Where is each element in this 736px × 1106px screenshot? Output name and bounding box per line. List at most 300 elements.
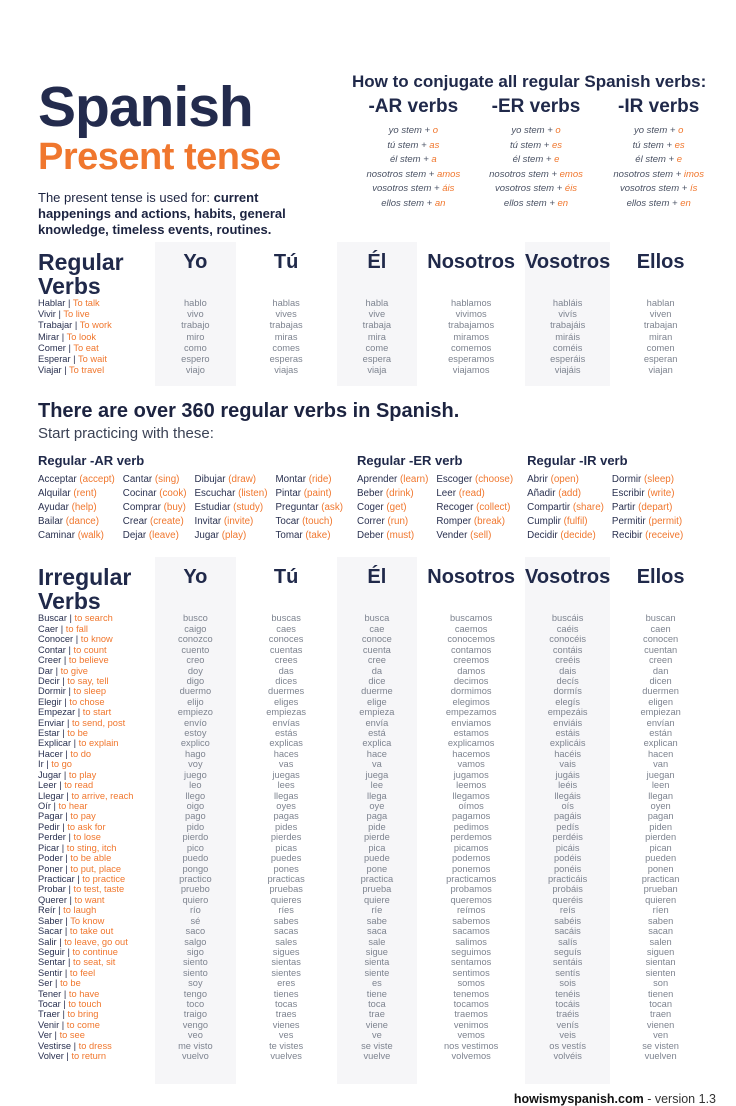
conjugation-cell: sabe bbox=[366, 915, 387, 926]
verb-meaning: To travel bbox=[69, 365, 105, 376]
verb-name: Sentir bbox=[38, 967, 63, 978]
rule-ending: es bbox=[674, 139, 685, 151]
verb-label bbox=[38, 864, 150, 874]
verb-name: Explicar bbox=[38, 738, 72, 749]
verb-meaning: (fulfil) bbox=[563, 516, 588, 528]
conjugation-cell: hablas bbox=[272, 298, 300, 308]
verb-meaning: (invite) bbox=[223, 516, 254, 528]
verb-meaning: (buy) bbox=[163, 502, 186, 514]
verb-meaning: (listen) bbox=[238, 488, 268, 500]
intro-normal: The present tense is used for: bbox=[38, 190, 214, 205]
conjugation-cell: hablo bbox=[184, 298, 207, 308]
conjugation-cell: pueden bbox=[645, 853, 677, 864]
conjugation-cell: ponéis bbox=[553, 863, 582, 874]
conjugation-cell: eligen bbox=[648, 696, 674, 707]
verb-meaning: (accept) bbox=[79, 474, 115, 486]
conjugation-cell: oyen bbox=[650, 801, 671, 812]
conjugation-cell: conocéis bbox=[549, 634, 586, 645]
conjugation-cell: conozco bbox=[178, 634, 213, 645]
verb-meaning: To wait bbox=[77, 354, 107, 365]
conjugation-cell: queremos bbox=[450, 894, 492, 905]
practice-group-title: Regular -ER verb bbox=[357, 453, 463, 469]
verb-name: Hacer bbox=[38, 748, 63, 759]
conjugation-cell: ve bbox=[371, 1030, 382, 1041]
verb-label bbox=[38, 832, 150, 842]
verb-label bbox=[38, 853, 150, 863]
verb-name: Acceptar bbox=[38, 474, 80, 486]
separator: | bbox=[71, 738, 79, 749]
separator: | bbox=[59, 331, 67, 342]
conjugation-cell: empezamos bbox=[445, 707, 497, 718]
column-header-nosotros: Nosotros bbox=[427, 566, 516, 589]
verb-name: Escoger bbox=[436, 474, 476, 486]
verb-name: Saber bbox=[38, 915, 63, 926]
verb-name: Practicar bbox=[38, 873, 75, 884]
conjugation-cell: río bbox=[189, 905, 201, 916]
practice-columns bbox=[357, 473, 513, 543]
separator: | bbox=[65, 832, 74, 843]
conjugation-cell: contáis bbox=[552, 644, 583, 655]
conjugation-rule bbox=[597, 153, 720, 168]
conjugation-cell: ríes bbox=[278, 905, 294, 916]
conjugation-cell: dormís bbox=[553, 686, 582, 697]
conjugation-cell: siguen bbox=[646, 946, 675, 957]
conjugation-cell: picamos bbox=[453, 842, 489, 853]
conjugation-cell: empieza bbox=[359, 707, 395, 718]
verb-name: Cocinar bbox=[122, 488, 160, 500]
verb-name: Recoger bbox=[436, 502, 477, 514]
conjugation-cell: hacemos bbox=[452, 748, 491, 759]
practice-verb bbox=[123, 529, 187, 543]
verb-label bbox=[38, 916, 150, 926]
verb-meaning: to send, post bbox=[71, 717, 126, 728]
practice-verb bbox=[612, 515, 683, 529]
conjugation-cell: viajáis bbox=[554, 365, 581, 376]
conjugation-rule bbox=[352, 197, 475, 212]
conjugation-cell: cuenta bbox=[362, 644, 391, 655]
conjugation-cell: sabéis bbox=[554, 915, 582, 926]
practice-column bbox=[123, 473, 187, 543]
verb-name: Sacar bbox=[38, 926, 63, 937]
conjugation-cell: esperamos bbox=[448, 354, 495, 365]
rule-ending: éis bbox=[564, 183, 578, 194]
separator: | bbox=[43, 759, 52, 770]
verb-meaning: to go bbox=[51, 759, 72, 770]
conjugation-cell: tengo bbox=[183, 988, 207, 999]
conjugation-cell: te vistes bbox=[269, 1040, 304, 1051]
verb-label bbox=[38, 309, 150, 320]
verb-label bbox=[38, 801, 150, 811]
verb-meaning: (ride) bbox=[308, 474, 332, 486]
conjugation-cell: cae bbox=[369, 623, 385, 634]
verb-label bbox=[38, 749, 150, 759]
separator: | bbox=[64, 946, 73, 957]
poster-subtitle: Present tense bbox=[38, 136, 281, 178]
separator: | bbox=[71, 1040, 79, 1051]
separator: | bbox=[62, 748, 71, 759]
rule-ending: e bbox=[676, 154, 683, 165]
verb-name: Bailar bbox=[38, 516, 66, 528]
verb-meaning: (create) bbox=[150, 516, 184, 528]
conjugation-cell: saca bbox=[367, 926, 387, 937]
verb-meaning: to laugh bbox=[63, 905, 97, 916]
conjugation-cell: buscan bbox=[645, 613, 676, 624]
separator: | bbox=[58, 623, 66, 634]
verb-name: Tocar bbox=[38, 999, 61, 1010]
verb-meaning: to put, place bbox=[70, 863, 122, 874]
verb-name: Añadir bbox=[527, 488, 559, 500]
practice-verb bbox=[357, 473, 428, 487]
conjugation-cell: sé bbox=[190, 915, 201, 926]
column-yo bbox=[155, 557, 236, 1083]
conjugation-cell: ven bbox=[653, 1030, 669, 1041]
verb-name: Pintar bbox=[275, 488, 304, 500]
verb-meaning: to start bbox=[82, 707, 112, 718]
conjugation-cell: enviamos bbox=[451, 717, 492, 728]
verb-meaning: (decide) bbox=[560, 530, 596, 542]
conjugation-cell: pica bbox=[368, 842, 386, 853]
conjugation-cell: vienes bbox=[272, 1019, 300, 1030]
rule-stem: yo stem + bbox=[511, 125, 556, 136]
conjugation-cell: salimos bbox=[455, 936, 487, 947]
verb-name: Reír bbox=[38, 905, 56, 916]
conjugation-cell: saben bbox=[647, 915, 674, 926]
verb-meaning: (draw) bbox=[228, 474, 257, 486]
rule-ending: en bbox=[557, 197, 569, 209]
conjugation-cell: reís bbox=[559, 905, 576, 916]
verb-meaning: to take out bbox=[69, 926, 114, 937]
conjugation-cell: leen bbox=[651, 780, 670, 791]
verb-meaning: (depart) bbox=[638, 502, 673, 514]
conjugation-cell: pide bbox=[368, 821, 386, 832]
conjugation-rule bbox=[597, 124, 720, 139]
verb-meaning: to pay bbox=[70, 811, 96, 822]
verb-meaning: (take) bbox=[305, 530, 331, 542]
rule-stem: él stem + bbox=[389, 154, 432, 165]
conjugation-cell: vuelvo bbox=[181, 1051, 209, 1062]
rule-ending: en bbox=[680, 197, 691, 209]
practice-column bbox=[436, 473, 513, 543]
verb-meaning: To eat bbox=[73, 342, 99, 353]
verb-name: Probar bbox=[38, 884, 66, 895]
conjugation-cell: veo bbox=[187, 1030, 203, 1041]
conjugation-cell: oigo bbox=[186, 801, 205, 812]
conjugation-cell: damos bbox=[457, 665, 486, 676]
separator: | bbox=[59, 1009, 68, 1020]
rule-ending: ís bbox=[689, 183, 698, 194]
rule-ending: imos bbox=[683, 168, 704, 180]
practice-heading: There are over 360 regular verbs in Spanish. bbox=[38, 400, 460, 423]
conjugation-cell: tenemos bbox=[453, 988, 489, 999]
column-tu bbox=[246, 242, 327, 386]
conjugation-cell: miran bbox=[649, 331, 673, 342]
verb-meaning: to know bbox=[80, 634, 113, 645]
rule-stem: tú stem + bbox=[509, 139, 552, 151]
conjugation-cell: habláis bbox=[552, 298, 583, 308]
conjugation-cell: dice bbox=[368, 675, 386, 686]
verb-name: Creer bbox=[38, 655, 62, 666]
verb-label bbox=[38, 686, 150, 696]
conjugation-cell: busco bbox=[182, 613, 208, 624]
conjugation-cell: explicamos bbox=[447, 738, 495, 749]
conjugation-rule bbox=[597, 182, 720, 197]
conjugation-cell: envía bbox=[365, 717, 389, 728]
verb-name: Tener bbox=[38, 988, 62, 999]
conjugation-cell: practica bbox=[360, 873, 394, 884]
verb-meaning: to fall bbox=[65, 623, 88, 634]
conjugation-cell: empiezan bbox=[640, 707, 681, 718]
verb-label bbox=[38, 1030, 150, 1040]
verb-meaning: (run) bbox=[387, 516, 409, 528]
conjugation-cell: sentimos bbox=[452, 967, 490, 978]
conjugation-cell: viene bbox=[365, 1019, 388, 1030]
conjugation-cell: va bbox=[371, 759, 382, 770]
conjugation-cell: duermo bbox=[179, 686, 212, 697]
verb-name: Comprar bbox=[122, 502, 164, 514]
conjugation-cell: hago bbox=[185, 748, 206, 759]
conjugation-rule bbox=[597, 168, 720, 183]
conjugation-cell: oyes bbox=[276, 801, 296, 812]
verb-meaning: to say, tell bbox=[67, 675, 109, 686]
verb-label bbox=[38, 1041, 150, 1051]
conjugation-cell: salen bbox=[649, 936, 672, 947]
conjugation-cell: juegan bbox=[646, 769, 675, 780]
conjugation-cell: traemos bbox=[454, 1009, 488, 1020]
verb-name: Enviar bbox=[38, 717, 65, 728]
conjugation-cell: trae bbox=[368, 1009, 385, 1020]
verb-name: Dormir bbox=[38, 686, 66, 697]
verb-name: Partir bbox=[611, 502, 639, 514]
howto-heading: How to conjugate all regular Spanish verbs: bbox=[352, 72, 707, 91]
verb-name: Seguir bbox=[38, 946, 65, 957]
conjugation-cell: creen bbox=[648, 655, 673, 666]
verb-label bbox=[38, 968, 150, 978]
conjugation-cell: salgo bbox=[184, 936, 207, 947]
conjugation-cell: vuelven bbox=[644, 1051, 677, 1062]
practice-group-title: Regular -AR verb bbox=[38, 453, 145, 469]
conjugation-cell: sigues bbox=[272, 946, 300, 957]
conjugation-cell: vive bbox=[368, 309, 386, 320]
column-header-yo: Yo bbox=[183, 566, 208, 589]
website-name: howismyspanish.com bbox=[513, 1091, 644, 1106]
verb-name: Permitir bbox=[611, 516, 649, 528]
verb-name: Caminar bbox=[38, 530, 78, 542]
practice-verb bbox=[38, 473, 115, 487]
verb-label bbox=[38, 895, 150, 905]
verb-label bbox=[38, 1051, 150, 1061]
verb-meaning: to read bbox=[64, 780, 94, 791]
separator: | bbox=[59, 728, 68, 739]
conjugation-cell: dicen bbox=[649, 675, 672, 686]
conjugation-cell: trabajo bbox=[181, 320, 210, 331]
conjugation-cell: seguimos bbox=[451, 946, 492, 957]
verb-meaning: (drink) bbox=[385, 488, 414, 500]
verb-meaning: (learn) bbox=[400, 474, 429, 486]
rule-stem: vosotros stem + bbox=[494, 183, 565, 194]
conjugation-cell: podéis bbox=[553, 853, 582, 864]
title-block bbox=[38, 75, 330, 238]
verb-meaning: to count bbox=[73, 644, 107, 655]
verb-meaning: to feel bbox=[69, 967, 96, 978]
conjugation-cell: sacáis bbox=[554, 926, 581, 937]
practice-verb bbox=[195, 473, 268, 487]
conjugation-rule bbox=[475, 168, 598, 183]
conjugation-cell: explica bbox=[362, 738, 392, 749]
conjugation-cell: llegas bbox=[273, 790, 299, 801]
practice-verb bbox=[123, 487, 187, 501]
conjugation-cell: pedimos bbox=[453, 821, 489, 832]
separator: | bbox=[72, 320, 80, 331]
conjugation-cell: tocan bbox=[649, 999, 672, 1010]
separator: | bbox=[62, 811, 71, 822]
conjugation-cell: estáis bbox=[555, 728, 580, 739]
conjugation-cell: estás bbox=[275, 728, 298, 739]
rule-ending: es bbox=[551, 139, 563, 151]
separator: | bbox=[62, 915, 71, 926]
conjugation-cell: comemos bbox=[450, 342, 492, 353]
column-header-vosotros: Vosotros bbox=[525, 566, 611, 589]
conjugation-cell: pongo bbox=[182, 863, 209, 874]
conjugation-cell: sigue bbox=[365, 946, 388, 957]
conjugation-cell: venís bbox=[556, 1019, 579, 1030]
verb-type-label: -AR verbs bbox=[368, 96, 459, 117]
conjugation-cell: somos bbox=[457, 978, 485, 989]
verb-name: Ir bbox=[38, 759, 44, 770]
separator: | bbox=[52, 665, 61, 676]
rule-ending: a bbox=[431, 154, 437, 165]
conjugation-cell: hablamos bbox=[450, 298, 492, 308]
conjugation-cell: os vestís bbox=[549, 1040, 586, 1051]
separator: | bbox=[59, 821, 68, 832]
verb-meaning: to leave, go out bbox=[64, 936, 128, 947]
conjugation-cell: siento bbox=[182, 957, 208, 968]
conjugation-rule bbox=[352, 182, 475, 197]
conjugation-cell: piden bbox=[649, 821, 672, 832]
separator: | bbox=[65, 686, 74, 697]
conjugation-cell: sales bbox=[275, 936, 297, 947]
verb-label bbox=[38, 822, 150, 832]
conjugation-cell: sientas bbox=[271, 957, 301, 968]
conjugation-cell: sabes bbox=[273, 915, 299, 926]
irregular-verbs-table bbox=[38, 557, 706, 1083]
verb-type-label: -ER verbs bbox=[491, 96, 581, 117]
conjugation-cell: trabajáis bbox=[550, 320, 586, 331]
conjugation-cell: espero bbox=[181, 354, 210, 365]
rule-stem: él stem + bbox=[635, 154, 677, 165]
version-label: - version 1.3 bbox=[643, 1091, 716, 1106]
column-header-el: Él bbox=[367, 251, 387, 273]
conjugation-cell: llega bbox=[367, 790, 387, 801]
verb-name: Pedir bbox=[38, 821, 60, 832]
conjugation-cell: buscamos bbox=[449, 613, 493, 624]
irregular-verb-list bbox=[38, 613, 150, 1061]
practice-verb bbox=[38, 487, 115, 501]
conjugation-cell: elegimos bbox=[452, 696, 490, 707]
practice-verb bbox=[123, 473, 187, 487]
separator: | bbox=[56, 936, 65, 947]
conjugation-cell: puedes bbox=[270, 853, 302, 864]
separator: | bbox=[65, 342, 74, 353]
conjugation-cell: ríen bbox=[652, 905, 669, 916]
verb-label bbox=[38, 937, 150, 947]
verb-label bbox=[38, 989, 150, 999]
conjugation-cell: eliges bbox=[273, 696, 299, 707]
conjugation-cell: van bbox=[653, 759, 669, 770]
practice-verb bbox=[612, 501, 683, 515]
verb-label bbox=[38, 791, 150, 801]
conjugation-cell: pagamos bbox=[452, 811, 491, 822]
conjugation-cell: quiere bbox=[363, 894, 390, 905]
verb-meaning: (help) bbox=[71, 502, 97, 514]
verb-name: Invitar bbox=[194, 516, 224, 528]
verb-meaning: (open) bbox=[550, 474, 579, 486]
conjugation-cell: llegamos bbox=[452, 790, 490, 801]
conjugation-cell: vivís bbox=[558, 309, 577, 320]
verb-label bbox=[38, 298, 150, 309]
verb-meaning: (walk) bbox=[77, 530, 104, 542]
conjugation-cell: oye bbox=[369, 801, 385, 812]
verb-meaning: (leave) bbox=[148, 530, 179, 542]
regular-verb-list bbox=[38, 298, 150, 376]
conjugation-cell: digo bbox=[186, 675, 205, 686]
practice-verb bbox=[275, 487, 343, 501]
column-nosotros bbox=[427, 242, 515, 386]
verb-label bbox=[38, 770, 150, 780]
conjugation-cell: pides bbox=[275, 821, 298, 832]
column-el bbox=[337, 242, 418, 386]
howto-group bbox=[475, 94, 598, 211]
separator: | bbox=[55, 905, 64, 916]
separator: | bbox=[62, 853, 71, 864]
conjugation-rule bbox=[352, 139, 475, 154]
conjugation-cell: cuentan bbox=[644, 644, 678, 655]
verb-name: Querer bbox=[38, 894, 67, 905]
verb-name: Preguntar bbox=[275, 502, 322, 514]
conjugation-cell: leemos bbox=[456, 780, 487, 791]
rule-stem: nosotros stem + bbox=[366, 168, 437, 180]
conjugation-cell: tiene bbox=[366, 988, 387, 999]
conjugation-cell: miráis bbox=[555, 331, 581, 342]
conjugation-cell: llegáis bbox=[554, 790, 581, 801]
conjugation-cell: empiezo bbox=[177, 707, 213, 718]
conjugation-cell: es bbox=[371, 978, 382, 989]
conjugation-cell: jugamos bbox=[453, 769, 489, 780]
intro-bold: current happenings and actions, habits, general knowledge, timeless events, routines. bbox=[38, 190, 286, 237]
verb-meaning: to play bbox=[68, 769, 97, 780]
column-header-nosotros: Nosotros bbox=[427, 251, 516, 273]
rule-stem: tú stem + bbox=[632, 139, 675, 151]
verb-label bbox=[38, 905, 150, 915]
verb-name: Contar bbox=[38, 644, 66, 655]
verb-label bbox=[38, 811, 150, 821]
verb-name: Abrir bbox=[527, 474, 551, 486]
verb-label bbox=[38, 999, 150, 1009]
howto-groups bbox=[352, 94, 720, 211]
verb-meaning: to sting, itch bbox=[66, 842, 117, 853]
conjugation-cell: trabajan bbox=[643, 320, 678, 331]
verb-name: Tocar bbox=[275, 516, 303, 528]
column-yo bbox=[155, 242, 236, 386]
conjugation-cell: vienen bbox=[646, 1019, 675, 1030]
conjugation-cell: sacas bbox=[273, 926, 299, 937]
separator: | bbox=[73, 634, 81, 645]
conjugation-cell: puede bbox=[363, 853, 390, 864]
verb-name: Elegir bbox=[38, 696, 62, 707]
conjugation-cell: perdéis bbox=[552, 832, 583, 843]
verb-name: Escuchar bbox=[194, 488, 239, 500]
conjugation-cell: sentís bbox=[555, 967, 581, 978]
verb-name: Empezar bbox=[38, 707, 76, 718]
